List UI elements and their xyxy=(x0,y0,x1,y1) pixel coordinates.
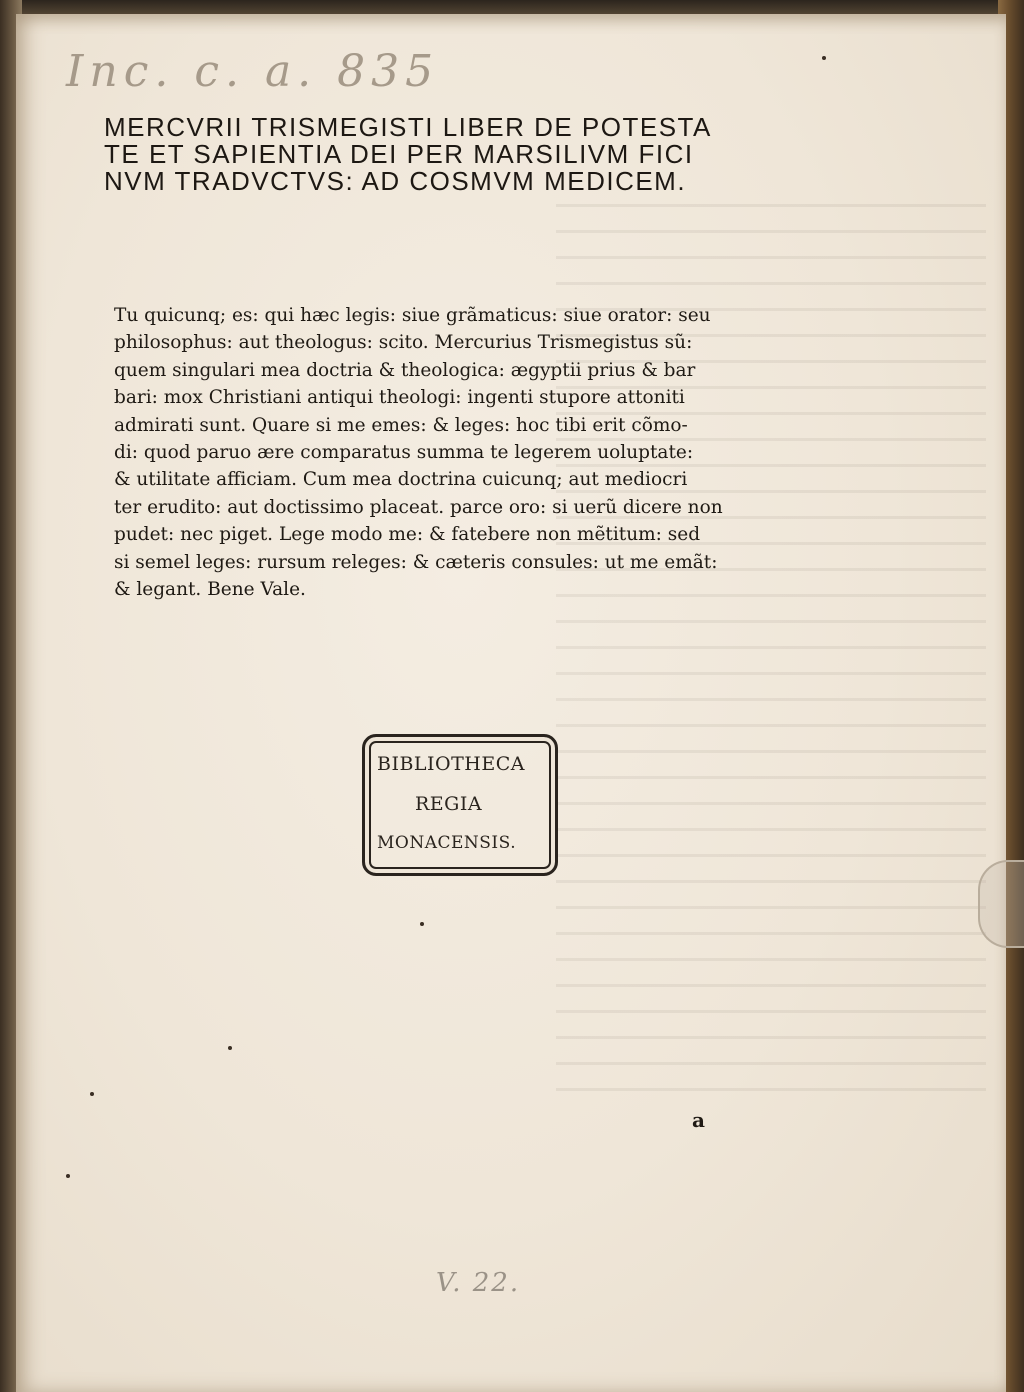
book-page xyxy=(16,14,1006,1392)
signature-mark: a xyxy=(692,1108,705,1132)
ink-speck xyxy=(66,1174,70,1178)
library-stamp xyxy=(362,734,558,876)
text-line: Tu quicunq; es: qui hæc legis: siue grãmaticus: siue orator: seu xyxy=(114,305,711,326)
title-line: NVM TRADVCTVS: AD COSMVM MEDICEM. xyxy=(104,166,687,196)
text-line: bari: mox Christiani antiqui theologi: ingenti stupore attoniti xyxy=(114,387,685,409)
text-line: di: quod paruo ære comparatus summa te legerem uoluptate: xyxy=(114,442,694,464)
text-line: ter erudito: aut doctissimo placeat. parce oro: si uerũ dicere non xyxy=(114,496,723,518)
stamp-line: REGIA xyxy=(415,793,483,815)
ink-speck xyxy=(90,1092,94,1096)
text-line: si semel leges: rursum releges: & cæteris consules: ut me emãt: xyxy=(114,551,718,573)
stamp-line: BIBLIOTHECA xyxy=(377,753,525,775)
title-line: TE ET SAPIENTIA DEI PER MARSILIVM FICI xyxy=(104,139,694,169)
preface-paragraph xyxy=(114,302,764,603)
page-clip xyxy=(978,860,1024,948)
text-line: pudet: nec piget. Lege modo me: & fatebere non mẽtitum: sed xyxy=(114,524,701,546)
shelfmark-pencil: V. 22. xyxy=(436,1268,521,1298)
text-line: quem singulari mea doctria & theologica: ægyptii prius & bar xyxy=(114,359,696,381)
bleed-through-margin-note xyxy=(852,246,1002,386)
text-line: & legant. Bene Vale. xyxy=(114,579,306,601)
text-line: admirati sunt. Quare si me emes: & leges: hoc tibi erit cõmo- xyxy=(114,414,688,436)
title-line: MERCVRII TRISMEGISTI LIBER DE POTESTA xyxy=(104,112,712,142)
text-line: philosophus: aut theologus: scito. Mercurius Trismegistus sũ: xyxy=(114,332,693,354)
stamp-line: MONACENSIS. xyxy=(377,833,517,853)
page-title xyxy=(104,114,774,195)
inventory-pencil-mark: Inc. c. a. 835 xyxy=(66,46,440,97)
ink-speck xyxy=(822,56,826,60)
ink-speck xyxy=(228,1046,232,1050)
ink-speck xyxy=(420,922,424,926)
text-line: & utilitate afficiam. Cum mea doctrina cuicunq; aut mediocri xyxy=(114,469,688,491)
